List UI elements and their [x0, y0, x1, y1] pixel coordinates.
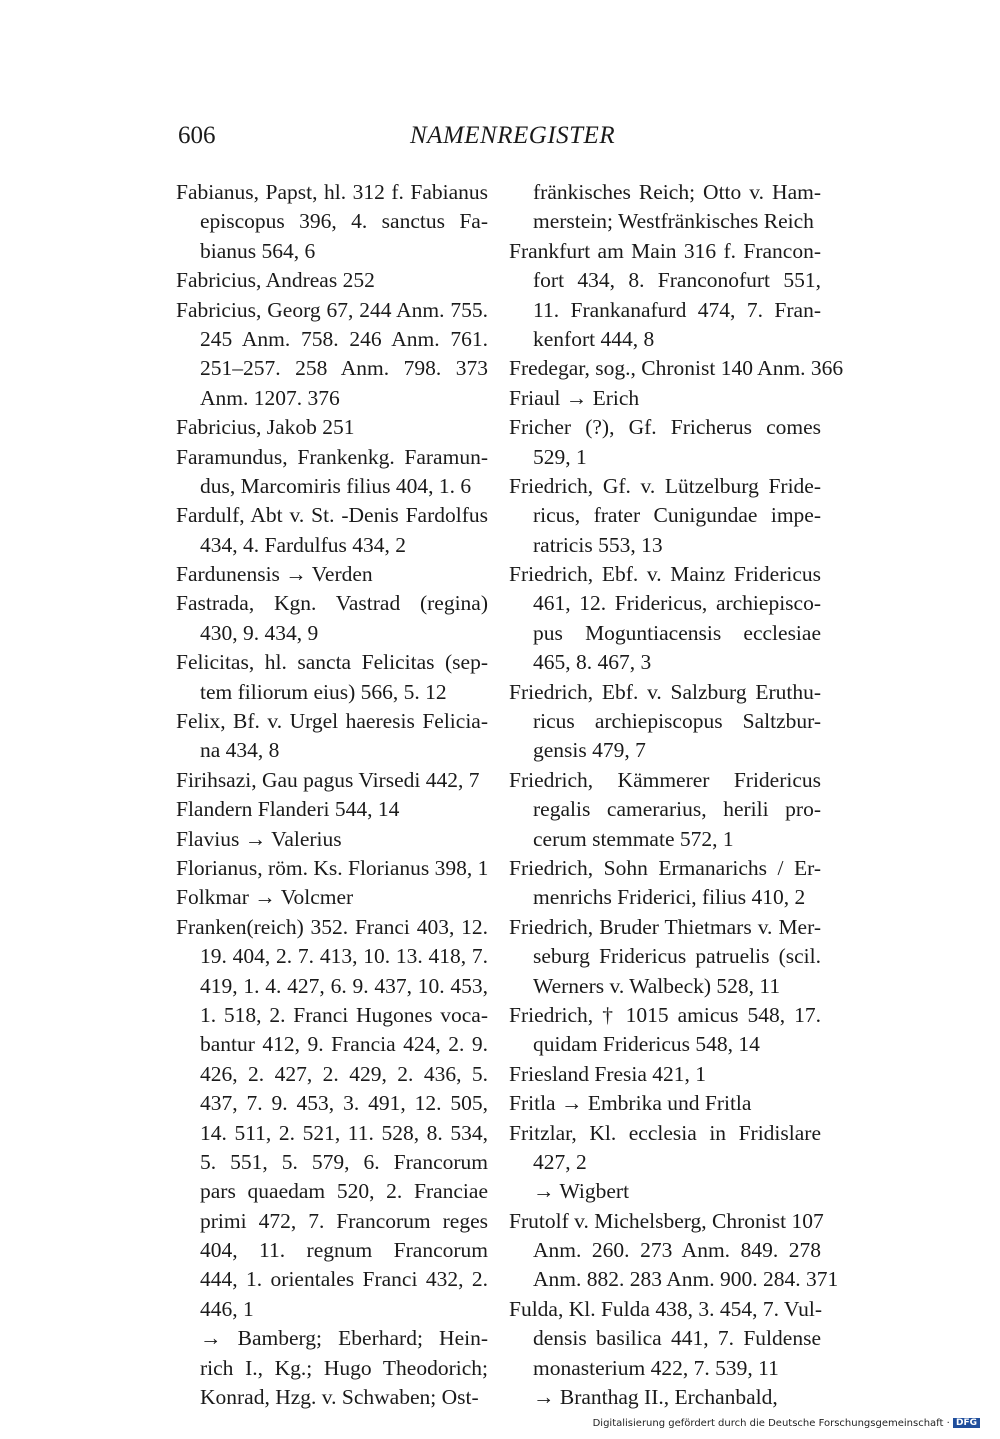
index-line: Friedrich, † 1015 amicus 548, 17.: [509, 1002, 821, 1027]
index-line: quidam Fridericus 548, 14: [533, 1032, 760, 1057]
index-line: 427, 2: [533, 1149, 587, 1174]
dfg-logo: DFG: [953, 1418, 980, 1428]
index-line: 529, 1: [533, 444, 587, 469]
index-line: Friedrich, Ebf. v. Salzburg Eruthu-: [509, 679, 821, 704]
index-line: 1. 518, 2. Franci Hugones voca-: [200, 1002, 488, 1027]
index-line: Friedrich, Ebf. v. Mainz Fridericus: [509, 562, 821, 587]
index-line: → Wigbert: [533, 1179, 630, 1204]
index-line: primi 472, 7. Francorum reges: [200, 1208, 488, 1233]
index-line: Flavius → Valerius: [176, 826, 342, 851]
index-line: Fulda, Kl. Fulda 438, 3. 454, 7. Vul-: [509, 1296, 823, 1321]
index-line: regalis camerarius, herili pro-: [533, 797, 821, 822]
index-line: bantur 412, 9. Francia 424, 2. 9.: [200, 1032, 488, 1057]
index-line: Flandern Flanderi 544, 14: [176, 797, 400, 822]
page-number: 606: [178, 122, 216, 149]
index-line: 426, 2. 427, 2. 429, 2. 436, 5.: [200, 1061, 488, 1086]
index-line: merstein; Westfränkisches Reich: [533, 209, 814, 234]
index-line: ratricis 553, 13: [533, 532, 663, 557]
index-line: tem filiorum eius) 566, 5. 12: [200, 679, 447, 704]
index-line: gensis 479, 7: [533, 738, 646, 763]
index-line: Fricher (?), Gf. Fricherus comes: [509, 415, 821, 440]
index-line: monasterium 422, 7. 539, 11: [533, 1355, 779, 1380]
index-line: fränkisches Reich; Otto v. Ham-: [533, 180, 821, 204]
index-line: → Branthag II., Erchanbald,: [533, 1385, 778, 1410]
index-line: rich I., Kg.; Hugo Theodorich;: [200, 1355, 488, 1380]
index-line: 14. 511, 2. 521, 11. 528, 8. 534,: [200, 1120, 488, 1145]
index-line: ricus, frater Cunigundae impe-: [533, 503, 821, 528]
running-head: NAMENREGISTER: [410, 122, 616, 149]
index-line: Fabricius, Andreas 252: [176, 268, 375, 293]
index-line: Anm. 882. 283 Anm. 900. 284. 371: [533, 1267, 839, 1292]
index-line: Fritla → Embrika und Fritla: [509, 1091, 752, 1116]
index-line: bianus 564, 6: [200, 238, 316, 263]
index-line: Friedrich, Bruder Thietmars v. Mer-: [509, 914, 821, 939]
index-line: ricus archiepiscopus Saltzbur-: [533, 709, 821, 734]
index-line: pus Moguntiacensis ecclesiae: [533, 620, 821, 645]
index-line: kenfort 444, 8: [533, 326, 655, 351]
index-line: episcopus 396, 4. sanctus Fa-: [200, 209, 488, 234]
index-line: 5. 551, 5. 579, 6. Francorum: [200, 1149, 488, 1174]
index-line: Friedrich, Gf. v. Lützelburg Fride-: [509, 473, 821, 498]
index-line: Frankfurt am Main 316 f. Francon-: [509, 238, 821, 263]
index-column-left: [176, 178, 488, 1412]
index-line: Fabricius, Jakob 251: [176, 415, 355, 440]
index-line: Fabianus, Papst, hl. 312 f. Fabianus: [176, 180, 488, 204]
index-line: 444, 1. orientales Franci 432, 2.: [200, 1267, 488, 1292]
index-line: densis basilica 441, 7. Fuldense: [533, 1326, 821, 1351]
index-line: Fabricius, Georg 67, 244 Anm. 755.: [176, 297, 488, 322]
index-line: Friaul → Erich: [509, 385, 640, 410]
index-column-right: [509, 178, 844, 1412]
footer-text: Digitalisierung gefördert durch die Deutsche Forschungsgemeinschaft ·: [592, 1418, 950, 1429]
index-line: Anm. 1207. 376: [200, 385, 340, 410]
index-line: Friedrich, Sohn Ermanarichs / Er-: [509, 855, 821, 880]
index-line: cerum stemmate 572, 1: [533, 826, 734, 851]
index-line: Firihsazi, Gau pagus Virsedi 442, 7: [176, 767, 480, 792]
index-line: Franken(reich) 352. Franci 403, 12.: [176, 914, 488, 939]
index-line: Anm. 260. 273 Anm. 849. 278: [533, 1238, 821, 1263]
index-line: Felix, Bf. v. Urgel haeresis Felicia-: [176, 709, 488, 734]
index-line: Frutolf v. Michelsberg, Chronist 107: [509, 1208, 824, 1233]
index-line: Fardulf, Abt v. St. -Denis Fardolfus: [176, 503, 488, 528]
index-line: 430, 9. 434, 9: [200, 620, 319, 645]
index-line: Folkmar → Volcmer: [176, 885, 354, 910]
index-line: Fardunensis → Verden: [176, 562, 373, 587]
index-line: 404, 11. regnum Francorum: [200, 1238, 488, 1263]
index-line: Felicitas, hl. sancta Felicitas (sep-: [176, 650, 488, 675]
index-line: 434, 4. Fardulfus 434, 2: [200, 532, 407, 557]
index-line: → Bamberg; Eberhard; Hein-: [200, 1326, 488, 1351]
index-line: Fritzlar, Kl. ecclesia in Fridislare: [509, 1120, 821, 1145]
index-line: Friesland Fresia 421, 1: [509, 1061, 707, 1086]
index-line: menrichs Friderici, filius 410, 2: [533, 885, 806, 910]
index-line: 11. Frankanafurd 474, 7. Fran-: [533, 297, 821, 322]
index-line: Fredegar, sog., Chronist 140 Anm. 366: [509, 356, 844, 381]
index-line: 461, 12. Fridericus, archiepisco-: [533, 591, 821, 616]
index-line: 19. 404, 2. 7. 413, 10. 13. 418, 7.: [200, 944, 488, 969]
index-line: 437, 7. 9. 453, 3. 491, 12. 505,: [200, 1091, 488, 1116]
index-line: dus, Marcomiris filius 404, 1. 6: [200, 473, 472, 498]
index-line: 465, 8. 467, 3: [533, 650, 652, 675]
index-line: 245 Anm. 758. 246 Anm. 761.: [200, 326, 488, 351]
index-line: seburg Fridericus patruelis (scil.: [533, 944, 821, 969]
index-line: Werners v. Walbeck) 528, 11: [533, 973, 781, 998]
index-line: pars quaedam 520, 2. Franciae: [200, 1179, 488, 1204]
index-line: Fastrada, Kgn. Vastrad (regina): [176, 591, 488, 616]
index-line: 251–257. 258 Anm. 798. 373: [200, 356, 488, 381]
index-line: 419, 1. 4. 427, 6. 9. 437, 10. 453,: [200, 973, 488, 998]
index-line: Konrad, Hzg. v. Schwaben; Ost-: [200, 1385, 479, 1410]
funding-footer: [593, 1418, 980, 1429]
index-line: 446, 1: [200, 1296, 254, 1321]
index-line: Faramundus, Frankenkg. Faramun-: [176, 444, 488, 469]
index-line: na 434, 8: [200, 738, 280, 763]
index-line: Friedrich, Kämmerer Fridericus: [509, 767, 821, 792]
index-line: Florianus, röm. Ks. Florianus 398, 1: [176, 855, 489, 880]
index-line: fort 434, 8. Franconofurt 551,: [533, 268, 821, 293]
